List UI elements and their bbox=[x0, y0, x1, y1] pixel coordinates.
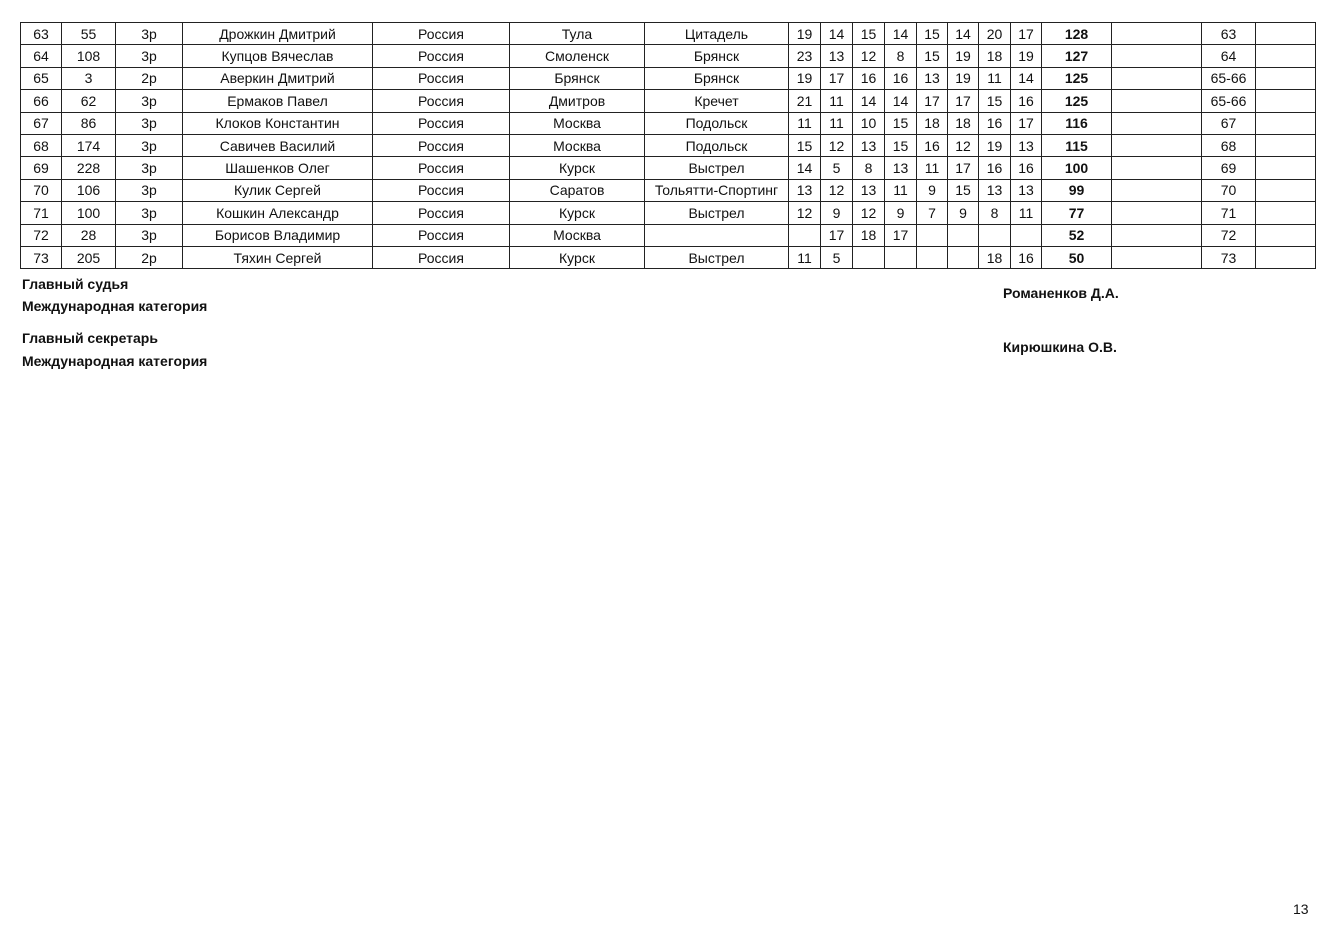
note-cell bbox=[1256, 179, 1316, 201]
series-score-cell: 17 bbox=[1011, 112, 1042, 134]
final-place-cell: 67 bbox=[1202, 112, 1256, 134]
series-score-cell: 14 bbox=[1011, 67, 1042, 89]
club-cell bbox=[645, 224, 789, 246]
series-score-cell: 13 bbox=[853, 179, 885, 201]
series-score-cell: 8 bbox=[885, 45, 917, 67]
extra-cell bbox=[1112, 23, 1202, 45]
total-cell: 115 bbox=[1042, 134, 1112, 156]
series-score-cell bbox=[853, 246, 885, 268]
series-score-cell: 19 bbox=[948, 45, 979, 67]
note-cell bbox=[1256, 134, 1316, 156]
name-cell: Дрожкин Дмитрий bbox=[183, 23, 373, 45]
rank-cell: 3р bbox=[116, 23, 183, 45]
series-score-cell: 19 bbox=[948, 67, 979, 89]
series-score-cell bbox=[948, 246, 979, 268]
country-cell: Россия bbox=[373, 134, 510, 156]
series-score-cell: 16 bbox=[853, 67, 885, 89]
series-score-cell: 12 bbox=[789, 202, 821, 224]
series-score-cell: 17 bbox=[948, 90, 979, 112]
series-score-cell: 19 bbox=[789, 67, 821, 89]
table-row bbox=[21, 23, 1316, 45]
country-cell: Россия bbox=[373, 112, 510, 134]
final-place-cell: 71 bbox=[1202, 202, 1256, 224]
series-score-cell: 11 bbox=[917, 157, 948, 179]
chief-secretary-category: Международная категория bbox=[22, 353, 208, 369]
city-cell: Курск bbox=[510, 246, 645, 268]
city-cell: Смоленск bbox=[510, 45, 645, 67]
city-cell: Брянск bbox=[510, 67, 645, 89]
number-cell: 28 bbox=[62, 224, 116, 246]
series-score-cell: 11 bbox=[821, 90, 853, 112]
series-score-cell: 17 bbox=[917, 90, 948, 112]
series-score-cell: 5 bbox=[821, 157, 853, 179]
series-score-cell: 18 bbox=[948, 112, 979, 134]
page-number: 13 bbox=[1293, 901, 1309, 917]
series-score-cell: 17 bbox=[821, 224, 853, 246]
note-cell bbox=[1256, 67, 1316, 89]
series-score-cell: 15 bbox=[979, 90, 1011, 112]
place-cell: 69 bbox=[21, 157, 62, 179]
total-cell: 50 bbox=[1042, 246, 1112, 268]
series-score-cell: 13 bbox=[821, 45, 853, 67]
country-cell: Россия bbox=[373, 179, 510, 201]
series-score-cell bbox=[948, 224, 979, 246]
series-score-cell: 13 bbox=[979, 179, 1011, 201]
series-score-cell: 15 bbox=[853, 23, 885, 45]
table-row bbox=[21, 179, 1316, 201]
series-score-cell: 13 bbox=[885, 157, 917, 179]
table-row bbox=[21, 246, 1316, 268]
series-score-cell: 15 bbox=[789, 134, 821, 156]
series-score-cell: 19 bbox=[979, 134, 1011, 156]
series-score-cell: 12 bbox=[948, 134, 979, 156]
series-score-cell: 8 bbox=[979, 202, 1011, 224]
series-score-cell: 15 bbox=[885, 134, 917, 156]
total-cell: 52 bbox=[1042, 224, 1112, 246]
place-cell: 71 bbox=[21, 202, 62, 224]
club-cell: Брянск bbox=[645, 45, 789, 67]
extra-cell bbox=[1112, 112, 1202, 134]
series-score-cell: 8 bbox=[853, 157, 885, 179]
club-cell: Кречет bbox=[645, 90, 789, 112]
total-cell: 128 bbox=[1042, 23, 1112, 45]
final-place-cell: 65-66 bbox=[1202, 90, 1256, 112]
chief-judge-category: Международная категория bbox=[22, 298, 208, 314]
name-cell: Кулик Сергей bbox=[183, 179, 373, 201]
final-place-cell: 64 bbox=[1202, 45, 1256, 67]
series-score-cell: 19 bbox=[789, 23, 821, 45]
city-cell: Тула bbox=[510, 23, 645, 45]
series-score-cell: 5 bbox=[821, 246, 853, 268]
country-cell: Россия bbox=[373, 90, 510, 112]
note-cell bbox=[1256, 23, 1316, 45]
number-cell: 174 bbox=[62, 134, 116, 156]
final-place-cell: 63 bbox=[1202, 23, 1256, 45]
series-score-cell: 16 bbox=[885, 67, 917, 89]
place-cell: 66 bbox=[21, 90, 62, 112]
chief-secretary-title: Главный секретарь bbox=[22, 330, 158, 346]
note-cell bbox=[1256, 112, 1316, 134]
series-score-cell: 17 bbox=[821, 67, 853, 89]
series-score-cell: 13 bbox=[1011, 134, 1042, 156]
series-score-cell bbox=[1011, 224, 1042, 246]
city-cell: Москва bbox=[510, 224, 645, 246]
series-score-cell: 18 bbox=[917, 112, 948, 134]
country-cell: Россия bbox=[373, 202, 510, 224]
number-cell: 55 bbox=[62, 23, 116, 45]
note-cell bbox=[1256, 90, 1316, 112]
series-score-cell bbox=[789, 224, 821, 246]
results-table-body bbox=[21, 23, 1316, 269]
results-table bbox=[20, 22, 1316, 269]
name-cell: Шашенков Олег bbox=[183, 157, 373, 179]
series-score-cell: 13 bbox=[917, 67, 948, 89]
series-score-cell: 16 bbox=[1011, 157, 1042, 179]
chief-judge-title: Главный судья bbox=[22, 276, 129, 292]
series-score-cell: 11 bbox=[789, 246, 821, 268]
name-cell: Тяхин Сергей bbox=[183, 246, 373, 268]
series-score-cell bbox=[917, 246, 948, 268]
country-cell: Россия bbox=[373, 45, 510, 67]
number-cell: 205 bbox=[62, 246, 116, 268]
series-score-cell: 12 bbox=[821, 179, 853, 201]
series-score-cell: 18 bbox=[853, 224, 885, 246]
series-score-cell: 12 bbox=[821, 134, 853, 156]
series-score-cell: 14 bbox=[948, 23, 979, 45]
table-row bbox=[21, 224, 1316, 246]
series-score-cell: 17 bbox=[1011, 23, 1042, 45]
rank-cell: 3р bbox=[116, 202, 183, 224]
series-score-cell: 9 bbox=[821, 202, 853, 224]
rank-cell: 3р bbox=[116, 179, 183, 201]
rank-cell: 2р bbox=[116, 246, 183, 268]
total-cell: 125 bbox=[1042, 90, 1112, 112]
extra-cell bbox=[1112, 179, 1202, 201]
club-cell: Выстрел bbox=[645, 202, 789, 224]
series-score-cell: 14 bbox=[789, 157, 821, 179]
extra-cell bbox=[1112, 246, 1202, 268]
series-score-cell: 15 bbox=[917, 23, 948, 45]
table-row bbox=[21, 90, 1316, 112]
table-row bbox=[21, 134, 1316, 156]
series-score-cell: 20 bbox=[979, 23, 1011, 45]
series-score-cell: 16 bbox=[1011, 246, 1042, 268]
series-score-cell: 18 bbox=[979, 45, 1011, 67]
extra-cell bbox=[1112, 67, 1202, 89]
number-cell: 3 bbox=[62, 67, 116, 89]
place-cell: 70 bbox=[21, 179, 62, 201]
name-cell: Борисов Владимир bbox=[183, 224, 373, 246]
chief-secretary-name: Кирюшкина О.В. bbox=[1003, 339, 1117, 355]
series-score-cell: 16 bbox=[917, 134, 948, 156]
series-score-cell bbox=[885, 246, 917, 268]
series-score-cell: 11 bbox=[1011, 202, 1042, 224]
series-score-cell: 7 bbox=[917, 202, 948, 224]
rank-cell: 3р bbox=[116, 112, 183, 134]
series-score-cell: 16 bbox=[1011, 90, 1042, 112]
number-cell: 228 bbox=[62, 157, 116, 179]
name-cell: Савичев Василий bbox=[183, 134, 373, 156]
series-score-cell: 11 bbox=[789, 112, 821, 134]
name-cell: Ермаков Павел bbox=[183, 90, 373, 112]
extra-cell bbox=[1112, 157, 1202, 179]
place-cell: 65 bbox=[21, 67, 62, 89]
name-cell: Купцов Вячеслав bbox=[183, 45, 373, 67]
final-place-cell: 68 bbox=[1202, 134, 1256, 156]
total-cell: 100 bbox=[1042, 157, 1112, 179]
series-score-cell: 13 bbox=[853, 134, 885, 156]
final-place-cell: 69 bbox=[1202, 157, 1256, 179]
table-row bbox=[21, 157, 1316, 179]
extra-cell bbox=[1112, 134, 1202, 156]
series-score-cell: 23 bbox=[789, 45, 821, 67]
series-score-cell: 13 bbox=[789, 179, 821, 201]
final-place-cell: 72 bbox=[1202, 224, 1256, 246]
rank-cell: 3р bbox=[116, 45, 183, 67]
series-score-cell: 15 bbox=[917, 45, 948, 67]
rank-cell: 3р bbox=[116, 157, 183, 179]
place-cell: 64 bbox=[21, 45, 62, 67]
series-score-cell: 11 bbox=[885, 179, 917, 201]
series-score-cell bbox=[979, 224, 1011, 246]
rank-cell: 3р bbox=[116, 134, 183, 156]
table-row bbox=[21, 202, 1316, 224]
number-cell: 100 bbox=[62, 202, 116, 224]
chief-judge-name: Романенков Д.А. bbox=[1003, 285, 1119, 301]
series-score-cell: 13 bbox=[1011, 179, 1042, 201]
city-cell: Курск bbox=[510, 202, 645, 224]
city-cell: Дмитров bbox=[510, 90, 645, 112]
city-cell: Москва bbox=[510, 134, 645, 156]
series-score-cell: 18 bbox=[979, 246, 1011, 268]
note-cell bbox=[1256, 157, 1316, 179]
final-place-cell: 70 bbox=[1202, 179, 1256, 201]
table-row bbox=[21, 45, 1316, 67]
country-cell: Россия bbox=[373, 157, 510, 179]
series-score-cell: 15 bbox=[948, 179, 979, 201]
number-cell: 108 bbox=[62, 45, 116, 67]
total-cell: 99 bbox=[1042, 179, 1112, 201]
country-cell: Россия bbox=[373, 23, 510, 45]
note-cell bbox=[1256, 45, 1316, 67]
place-cell: 68 bbox=[21, 134, 62, 156]
rank-cell: 2р bbox=[116, 67, 183, 89]
final-place-cell: 73 bbox=[1202, 246, 1256, 268]
country-cell: Россия bbox=[373, 246, 510, 268]
extra-cell bbox=[1112, 202, 1202, 224]
series-score-cell: 9 bbox=[917, 179, 948, 201]
city-cell: Саратов bbox=[510, 179, 645, 201]
rank-cell: 3р bbox=[116, 90, 183, 112]
series-score-cell: 21 bbox=[789, 90, 821, 112]
series-score-cell: 14 bbox=[885, 90, 917, 112]
series-score-cell: 17 bbox=[948, 157, 979, 179]
series-score-cell: 9 bbox=[885, 202, 917, 224]
name-cell: Кошкин Александр bbox=[183, 202, 373, 224]
series-score-cell: 9 bbox=[948, 202, 979, 224]
series-score-cell: 11 bbox=[821, 112, 853, 134]
number-cell: 106 bbox=[62, 179, 116, 201]
place-cell: 73 bbox=[21, 246, 62, 268]
series-score-cell: 12 bbox=[853, 202, 885, 224]
club-cell: Подольск bbox=[645, 134, 789, 156]
name-cell: Клоков Константин bbox=[183, 112, 373, 134]
extra-cell bbox=[1112, 90, 1202, 112]
place-cell: 72 bbox=[21, 224, 62, 246]
country-cell: Россия bbox=[373, 67, 510, 89]
extra-cell bbox=[1112, 45, 1202, 67]
series-score-cell: 12 bbox=[853, 45, 885, 67]
place-cell: 67 bbox=[21, 112, 62, 134]
extra-cell bbox=[1112, 224, 1202, 246]
name-cell: Аверкин Дмитрий bbox=[183, 67, 373, 89]
series-score-cell: 15 bbox=[885, 112, 917, 134]
total-cell: 77 bbox=[1042, 202, 1112, 224]
final-place-cell: 65-66 bbox=[1202, 67, 1256, 89]
table-row bbox=[21, 112, 1316, 134]
total-cell: 127 bbox=[1042, 45, 1112, 67]
series-score-cell bbox=[917, 224, 948, 246]
series-score-cell: 14 bbox=[821, 23, 853, 45]
series-score-cell: 17 bbox=[885, 224, 917, 246]
total-cell: 125 bbox=[1042, 67, 1112, 89]
note-cell bbox=[1256, 224, 1316, 246]
club-cell: Тольятти-Спортинг bbox=[645, 179, 789, 201]
club-cell: Брянск bbox=[645, 67, 789, 89]
note-cell bbox=[1256, 246, 1316, 268]
rank-cell: 3р bbox=[116, 224, 183, 246]
place-cell: 63 bbox=[21, 23, 62, 45]
series-score-cell: 16 bbox=[979, 157, 1011, 179]
number-cell: 62 bbox=[62, 90, 116, 112]
club-cell: Выстрел bbox=[645, 246, 789, 268]
series-score-cell: 11 bbox=[979, 67, 1011, 89]
series-score-cell: 16 bbox=[979, 112, 1011, 134]
note-cell bbox=[1256, 202, 1316, 224]
series-score-cell: 14 bbox=[885, 23, 917, 45]
series-score-cell: 10 bbox=[853, 112, 885, 134]
series-score-cell: 14 bbox=[853, 90, 885, 112]
city-cell: Курск bbox=[510, 157, 645, 179]
country-cell: Россия bbox=[373, 224, 510, 246]
club-cell: Цитадель bbox=[645, 23, 789, 45]
club-cell: Выстрел bbox=[645, 157, 789, 179]
series-score-cell: 19 bbox=[1011, 45, 1042, 67]
total-cell: 116 bbox=[1042, 112, 1112, 134]
table-row bbox=[21, 67, 1316, 89]
number-cell: 86 bbox=[62, 112, 116, 134]
club-cell: Подольск bbox=[645, 112, 789, 134]
city-cell: Москва bbox=[510, 112, 645, 134]
